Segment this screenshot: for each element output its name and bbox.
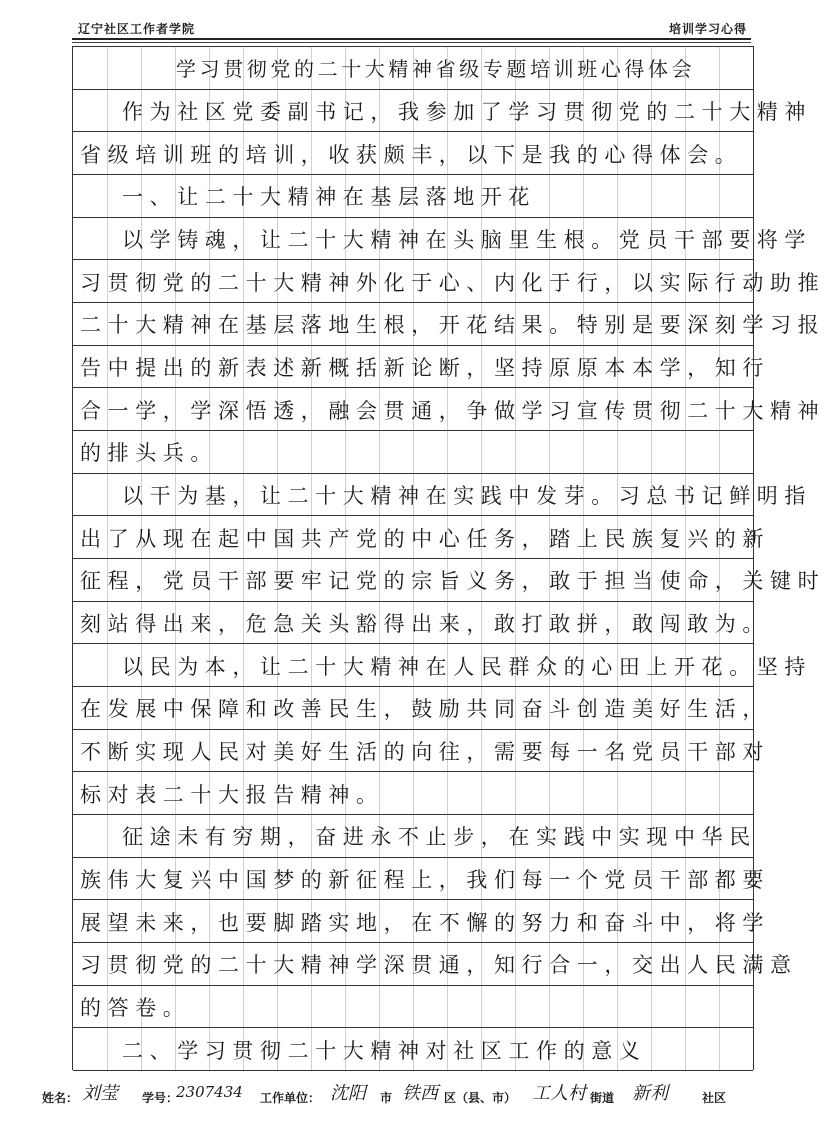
text-line: 出了从现在起中国共产党的中心任务，踏上民族复兴的新 — [80, 526, 770, 551]
text-line: 以干为基，让二十大精神在实践中发芽。习总书记鲜明指 — [122, 484, 812, 508]
text-line: 一、让二十大精神在基层落地开花 — [122, 185, 536, 210]
name-value: 刘莹 — [82, 1083, 118, 1104]
text-line: 合一学，学深悟透，融会贯通，争做学习宣传贯彻二十大精神 — [80, 398, 825, 423]
text-line: 以学铸魂，让二十大精神在头脑里生根。党员干部要将学 — [122, 228, 812, 252]
text-line: 习贯彻党的二十大精神外化于心、内化于行，以实际行动助推 — [80, 270, 825, 295]
grid-rule — [73, 1070, 753, 1071]
district-suffix: 区（县、市） — [444, 1091, 517, 1105]
text-line: 在发展中保障和改善民生，鼓励共同奋斗创造美好生活， — [80, 697, 770, 722]
header-rule-thin — [72, 42, 751, 43]
street-value: 工人村 — [532, 1083, 586, 1104]
text-line: 省级培训班的培训，收获颇丰，以下是我的心得体会。 — [80, 142, 743, 167]
community-value: 新利 — [632, 1083, 668, 1104]
text-line: 标对表二十大报告精神。 — [80, 782, 384, 807]
document-type: 培训学习心得 — [668, 22, 747, 36]
text-line: 告中提出的新表述新概括新论断，坚持原原本本学，知行 — [80, 356, 770, 380]
work-unit-label: 工作单位： — [260, 1091, 321, 1105]
student-id-value: 2307434 — [176, 1083, 243, 1101]
page-header — [0, 0, 799, 40]
name-label: 姓名： — [42, 1091, 79, 1105]
text-line: 的答卷。 — [80, 996, 191, 1020]
essay-title: 学习贯彻党的二十大精神省级专题培训班心得体会 — [176, 57, 696, 82]
text-line: 征途未有穷期，奋进永不止步，在实践中实现中华民 — [122, 825, 757, 850]
text-line: 展望未来，也要脚踏实地，在不懈的努力和奋斗中，将学 — [80, 910, 770, 935]
text-line: 二十大精神在基层落地生根，开花结果。特别是要深刻学习报 — [80, 313, 825, 338]
city-suffix: 市 — [380, 1091, 393, 1105]
street-suffix: 街道 — [590, 1091, 615, 1105]
student-id-label: 学号： — [142, 1091, 179, 1105]
header-rule — [72, 38, 751, 40]
institution-name: 辽宁社区工作者学院 — [78, 22, 196, 36]
text-line: 习贯彻党的二十大精神学深贯通，知行合一，交出人民满意 — [80, 953, 798, 978]
city-value: 沈阳 — [330, 1083, 366, 1104]
community-suffix: 社区 — [702, 1091, 727, 1105]
district-value: 铁西 — [402, 1083, 438, 1104]
student-info-footer — [42, 1075, 762, 1105]
text-line: 的排头兵。 — [80, 441, 218, 466]
text-line: 作为社区党委副书记，我参加了学习贯彻党的二十大精神 — [122, 100, 812, 124]
text-line: 征程，党员干部要牢记党的宗旨义务，敢于担当使命，关键时 — [80, 569, 825, 594]
text-line: 以民为本，让二十大精神在人民群众的心田上开花。坚持 — [122, 654, 812, 679]
text-line: 二、学习贯彻二十大精神对社区工作的意义 — [122, 1038, 647, 1063]
text-line: 不断实现人民对美好生活的向往，需要每一名党员干部对 — [80, 740, 770, 764]
text-line: 族伟大复兴中国梦的新征程上，我们每一个党员干部都要 — [80, 868, 770, 892]
text-line: 刻站得出来，危急关头豁得出来，敢打敢拼，敢闯敢为。 — [80, 612, 770, 636]
